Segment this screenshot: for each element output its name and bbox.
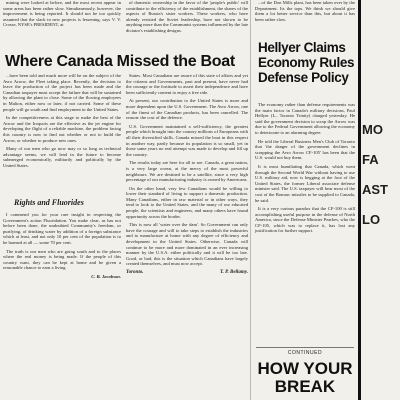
right-edge-fragment: MO FA AST LO	[362, 122, 388, 227]
center-paragraph-5: On the other hand, very few Canadians would be willing to lower their standard of living to support a domestic production. Many Canadians, either in raw material or in other ways, they tend to look to the United States, and the many of our educated people, the scientists and engineers, and many others have found opportunity across the border.	[126, 185, 248, 219]
center-column	[126, 73, 248, 275]
left-paragraph-3: Many of our men who go now may or so long as technical advantage seems, we will lead in the future to become submerged economically, militarily and politically by the United States.	[3, 146, 121, 168]
top-middle-column	[126, 0, 248, 37]
place-toronto: Toronto.	[126, 270, 144, 275]
left-paragraph-1: ...have been told and much more will be on the subject of the Avro Arrow, the Fleet taking place. Recently, the decision to leave the production of the project has been made and the Canadian taxpayer must accept the failure that will be sustained by allowing the plant to close. Some of the flowing employees in Malton, either now or later, if not carried. Some of these people will go south and find employment in the United States.	[3, 73, 121, 112]
top-left-column	[3, 0, 121, 31]
ad-top-rule	[256, 347, 354, 348]
ad-caption: CONTINUED	[287, 350, 323, 356]
signature-jacobson: C. B. Jacobson.	[91, 273, 121, 279]
signature-bellamy: T. P. Bellamy.	[219, 270, 248, 275]
left-bottom-paragraph-1: I commend you for your rare insight in respecting the Government's action Fluoridation. You make clear, as has not before been done, the undoubted Community's freedom, or purifying, of drinking water by addition of a foreign substance which at least, and not only 10 per cent of the population is to be harmed at all — some 70 per cent.	[3, 212, 121, 245]
right-edge-bar	[358, 0, 361, 400]
right-headline: Hellyer Claims Economy Rules Defense Policy	[258, 40, 355, 85]
ad-headline: HOW YOUR BREAK	[257, 359, 353, 396]
right-top-column	[255, 0, 355, 25]
center-paragraph-4: The results today are here for all to see. Canada, a great nation, is a very large ocean, at the mercy of the most powerful neighbours. We are destined to be a satellite, since a very high percentage of our manufacturing industry is owned by Americans.	[126, 160, 248, 183]
center-paragraph-6: This is now all 'water over the dam'. So Government can only have the courage and will to take steps to establish the industries and to manufacture at home with any degree of efficiency and development in the United States. Otherwise, Canada will continue to be more and more dominated in an ever increasing manner by the U.S.A. either politically and it will be too late. Good, or bad, this is the situation which Canadians have largely created themselves, and must now accept.	[126, 222, 248, 267]
center-paragraph-2: At present, our contribution to the United States is more and more dependent upon the U.S. Government. The Avro Arrow, one of the finest of the Canadian products, has been cancelled. The reason: the cost of the defence.	[126, 98, 248, 121]
right-paragraph-3: It is most humiliating that Canada, which went through the Second World War without having to use U.S. military aid, now is begging at the foot of the United States, the former Liberal associate defense minister said. The U.S. taxpayer will bear most of the cost of the Bomarc missiles to be supplied to Canada, he said.	[255, 163, 355, 203]
right-column	[255, 102, 355, 237]
article-headline: Where Canada Missed the Boat	[5, 53, 235, 70]
column-rule	[250, 0, 251, 400]
left-paragraph-2: In the competitiveness at this stage to make the best of the Arrow and the Iroquois are the effective as the jet engine for developing the flight of a reliable machine, the problem facing this country is now to find out whether or not to build the Arrow, or whether to produce new ones.	[3, 115, 121, 143]
center-paragraph-1: States. Most Canadians are aware of this state of affairs and yet the citizens and Governments, past and present, have never had the courage or the fortitude to assert their independence and have been sufficiently content to enjoy a free ride.	[126, 73, 248, 95]
left-bottom-paragraph-2: The truth is our men who are going south and to the places where the real money is being made. If the people of this country want, they can be kept at home and be given a reasonable chance to earn a living.	[3, 248, 121, 271]
right-paragraph-4: It is a very curious paradox that the CF-100 is still accomplishing useful purpose in the defense of North America, since the Defense Minister Pearkes, who the CF-105, which was to replace it, has lost any justification for further support.	[255, 206, 355, 234]
top-middle-paragraph: of domestic ownership in the favor of the 'people's public' will contribute to the efficiency of the establishment, the shares of the aspects of Russia's sister workers. These workers, who have already resisted the Soviet leadership, have not shown to be anything more than the Communist systems influenced by the late dictator's establishing designs.	[126, 0, 248, 33]
left-column-bottom	[3, 212, 121, 283]
center-paragraph-3: U.S. Government maintained a self-sufficiency, the greatest people which brought into the country millions of Europeans with all their diversified skills. Canada missed the boat in this respect in another way, partly because its population is so small, yet in those same years no real attempt was made to develop and fill up the country.	[126, 123, 248, 157]
right-top-paragraph: ...of the Don Mills plant, has been taken over by the Department. Its the tops. We think we should give them a lot better service than this, but about it has been rather slow.	[255, 0, 355, 22]
right-paragraph-1: The economy rather than defense requirements was the main factor in Canada's military decisions, Paul Hellyer (L., Toronto Trinity) charged yesterday. He said the government decision to scrap the Arrow was due to the Federal Government allowing the economy to deteriorate to an alarming degree.	[255, 102, 355, 135]
right-paragraph-2: He told the Liberal Business Men's Club of Toronto that 'the danger of the government declines in scrapping the Avro Arrow CF-105' has been that the U.S. would not buy them.	[255, 138, 355, 161]
subhead-rights-and-fluorides: Rights and Fluorides	[14, 198, 84, 207]
left-column	[3, 73, 121, 172]
top-left-paragraph: mining were looked at before, and the most recent appear in some areas has been rather slow. Simultaneously, however, the improvement is being reported. It should not be too quickly assumed that the slack in new projects is lessening, says V. V. Crosse, NYSE's PRESIDENT, at	[3, 0, 121, 28]
